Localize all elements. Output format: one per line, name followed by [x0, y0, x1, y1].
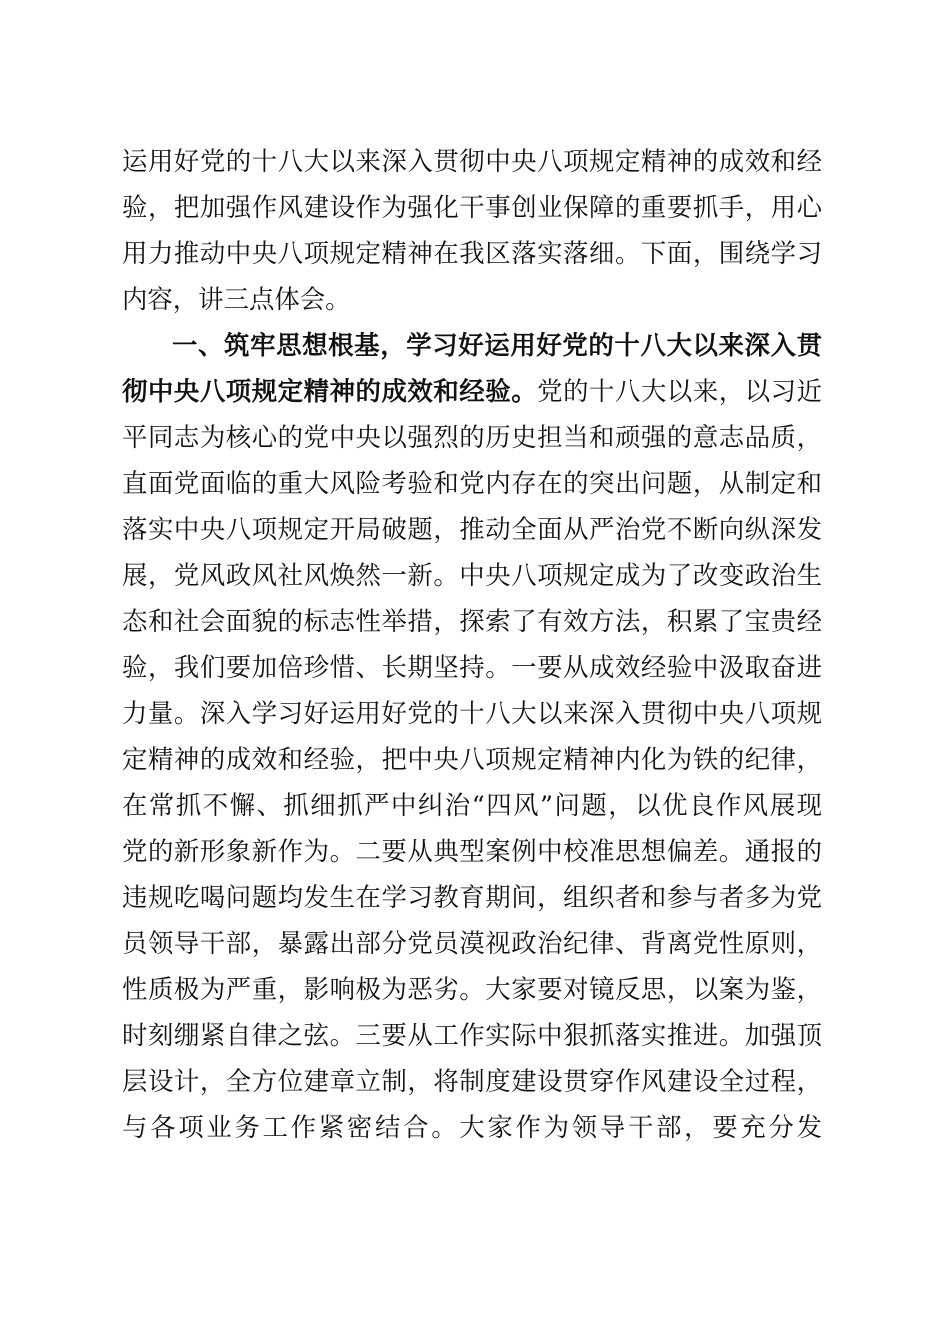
text-line: 时刻绷紧自律之弦。三要从工作实际中狠抓落实推进。加强顶: [122, 1020, 822, 1050]
text-line: 在常抓不懈、抓细抓严中纠治“四风”问题，以优良作风展现: [122, 790, 822, 820]
text-line: 展，党风政风社风焕然一新。中央八项规定成为了改变政治生: [122, 560, 822, 590]
section-one-paragraph: [122, 322, 822, 1150]
text-line: 验，我们要加倍珍惜、长期坚持。一要从成效经验中汲取奋进: [122, 652, 822, 682]
text-line: 平同志为核心的党中央以强烈的历史担当和顽强的意志品质，: [122, 422, 822, 452]
section-heading-end: 彻中央八项规定精神的成效和经验。: [122, 376, 538, 406]
text-line: 内容，讲三点体会。: [122, 284, 351, 314]
text-span: 党的十八大以来，以习近: [537, 376, 823, 406]
text-line: 员领导干部，暴露出部分党员漠视政治纪律、背离党性原则，: [122, 928, 822, 958]
text-line: 验，把加强作风建设作为强化干事创业保障的重要抓手，用心: [122, 192, 822, 222]
text-line: 运用好党的十八大以来深入贯彻中央八项规定精神的成效和经: [122, 146, 822, 176]
document-body: [122, 138, 822, 1150]
text-line: 态和社会面貌的标志性举措，探索了有效方法，积累了宝贵经: [122, 606, 822, 636]
text-line: 用力推动中央八项规定精神在我区落实落细。下面，围绕学习: [122, 238, 822, 268]
text-line: [122, 368, 822, 414]
text-line: 直面党面临的重大风险考验和党内存在的突出问题，从制定和: [122, 468, 822, 498]
text-line: 性质极为严重，影响极为恶劣。大家要对镜反思，以案为鉴，: [122, 974, 822, 1004]
text-line: 与各项业务工作紧密结合。大家作为领导干部，要充分发: [122, 1112, 822, 1142]
text-line: 违规吃喝问题均发生在学习教育期间，组织者和参与者多为党: [122, 882, 822, 912]
section-heading: 一、筑牢思想根基，学习好运用好党的十八大以来深入贯: [172, 330, 822, 360]
text-line: 党的新形象新作为。二要从典型案例中校准思想偏差。通报的: [122, 836, 822, 866]
text-line: 定精神的成效和经验，把中央八项规定精神内化为铁的纪律，: [122, 744, 822, 774]
text-line: 落实中央八项规定开局破题，推动全面从严治党不断向纵深发: [122, 514, 822, 544]
intro-paragraph: [122, 138, 822, 322]
section-heading-line: [122, 322, 822, 368]
text-line: 力量。深入学习好运用好党的十八大以来深入贯彻中央八项规: [122, 698, 822, 728]
text-line: 层设计，全方位建章立制，将制度建设贯穿作风建设全过程，: [122, 1066, 822, 1096]
